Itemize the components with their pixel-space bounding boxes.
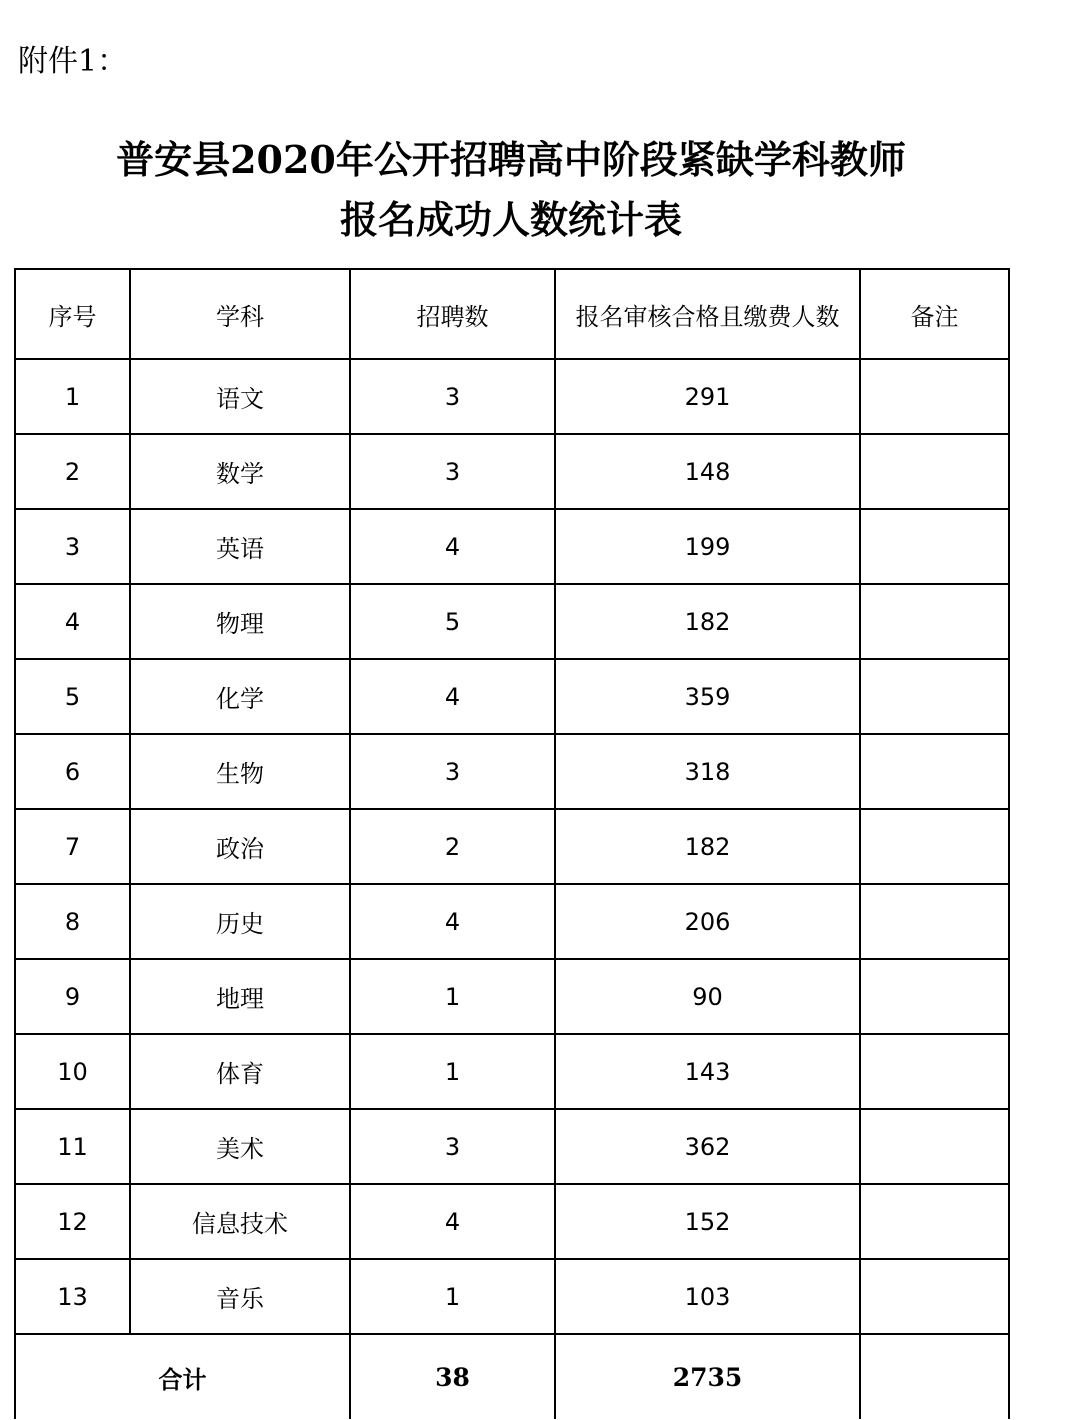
cell-remarks	[860, 509, 1009, 584]
cell-serial-number: 2	[15, 434, 130, 509]
cell-recruitment-quota: 3	[350, 734, 555, 809]
header-serial-number: 序号	[15, 269, 130, 359]
cell-subject: 化学	[130, 659, 350, 734]
cell-serial-number: 4	[15, 584, 130, 659]
cell-qualified-applicants: 152	[555, 1184, 860, 1259]
cell-qualified-applicants: 143	[555, 1034, 860, 1109]
cell-qualified-applicants: 182	[555, 584, 860, 659]
cell-subject: 历史	[130, 884, 350, 959]
table-row	[15, 359, 1009, 434]
attachment-label: 附件1：	[18, 44, 128, 79]
cell-recruitment-quota: 3	[350, 434, 555, 509]
cell-subject: 物理	[130, 584, 350, 659]
total-label: 合计	[15, 1334, 350, 1419]
cell-recruitment-quota: 3	[350, 359, 555, 434]
table-total-row	[15, 1334, 1009, 1419]
cell-recruitment-quota: 1	[350, 1034, 555, 1109]
cell-remarks	[860, 884, 1009, 959]
cell-serial-number: 8	[15, 884, 130, 959]
cell-remarks	[860, 1259, 1009, 1334]
cell-subject: 信息技术	[130, 1184, 350, 1259]
cell-subject: 地理	[130, 959, 350, 1034]
cell-remarks	[860, 734, 1009, 809]
cell-qualified-applicants: 199	[555, 509, 860, 584]
cell-recruitment-quota: 4	[350, 884, 555, 959]
cell-serial-number: 13	[15, 1259, 130, 1334]
cell-subject: 体育	[130, 1034, 350, 1109]
total-recruitment-quota: 38	[350, 1334, 555, 1419]
table-row	[15, 1184, 1009, 1259]
header-subject: 学科	[130, 269, 350, 359]
table-row	[15, 659, 1009, 734]
cell-qualified-applicants: 182	[555, 809, 860, 884]
cell-recruitment-quota: 1	[350, 1259, 555, 1334]
cell-recruitment-quota: 5	[350, 584, 555, 659]
cell-qualified-applicants: 362	[555, 1109, 860, 1184]
cell-qualified-applicants: 103	[555, 1259, 860, 1334]
table-header-row	[15, 269, 1009, 359]
cell-subject: 数学	[130, 434, 350, 509]
cell-recruitment-quota: 4	[350, 509, 555, 584]
cell-remarks	[860, 584, 1009, 659]
cell-qualified-applicants: 318	[555, 734, 860, 809]
cell-qualified-applicants: 206	[555, 884, 860, 959]
cell-remarks	[860, 959, 1009, 1034]
applicant-statistics-table	[14, 268, 1010, 1419]
table-row	[15, 884, 1009, 959]
document-title-line-2: 报名成功人数统计表	[339, 197, 682, 242]
cell-subject: 政治	[130, 809, 350, 884]
cell-subject: 生物	[130, 734, 350, 809]
table-row	[15, 959, 1009, 1034]
cell-serial-number: 6	[15, 734, 130, 809]
cell-recruitment-quota: 2	[350, 809, 555, 884]
cell-qualified-applicants: 148	[555, 434, 860, 509]
cell-recruitment-quota: 1	[350, 959, 555, 1034]
table-row	[15, 809, 1009, 884]
cell-remarks	[860, 1109, 1009, 1184]
table-row	[15, 1109, 1009, 1184]
cell-subject: 英语	[130, 509, 350, 584]
table-row	[15, 584, 1009, 659]
document-title-line-1: 普安县2020年公开招聘高中阶段紧缺学科教师	[116, 137, 906, 182]
table-row	[15, 509, 1009, 584]
cell-recruitment-quota: 4	[350, 659, 555, 734]
cell-remarks	[860, 359, 1009, 434]
cell-serial-number: 1	[15, 359, 130, 434]
cell-remarks	[860, 434, 1009, 509]
cell-serial-number: 10	[15, 1034, 130, 1109]
cell-serial-number: 7	[15, 809, 130, 884]
cell-remarks	[860, 1034, 1009, 1109]
header-remarks: 备注	[860, 269, 1009, 359]
cell-remarks	[860, 1184, 1009, 1259]
table-row	[15, 434, 1009, 509]
cell-subject: 美术	[130, 1109, 350, 1184]
cell-qualified-applicants: 90	[555, 959, 860, 1034]
cell-qualified-applicants: 359	[555, 659, 860, 734]
total-remarks	[860, 1334, 1009, 1419]
table-row	[15, 1034, 1009, 1109]
cell-serial-number: 9	[15, 959, 130, 1034]
cell-serial-number: 5	[15, 659, 130, 734]
total-qualified-applicants: 2735	[555, 1334, 860, 1419]
cell-serial-number: 3	[15, 509, 130, 584]
cell-serial-number: 11	[15, 1109, 130, 1184]
cell-qualified-applicants: 291	[555, 359, 860, 434]
cell-subject: 音乐	[130, 1259, 350, 1334]
cell-recruitment-quota: 4	[350, 1184, 555, 1259]
cell-recruitment-quota: 3	[350, 1109, 555, 1184]
cell-remarks	[860, 809, 1009, 884]
table-row	[15, 1259, 1009, 1334]
table-row	[15, 734, 1009, 809]
cell-remarks	[860, 659, 1009, 734]
cell-subject: 语文	[130, 359, 350, 434]
header-recruitment-quota: 招聘数	[350, 269, 555, 359]
header-qualified-applicants: 报名审核合格且缴费人数	[555, 269, 860, 359]
cell-serial-number: 12	[15, 1184, 130, 1259]
